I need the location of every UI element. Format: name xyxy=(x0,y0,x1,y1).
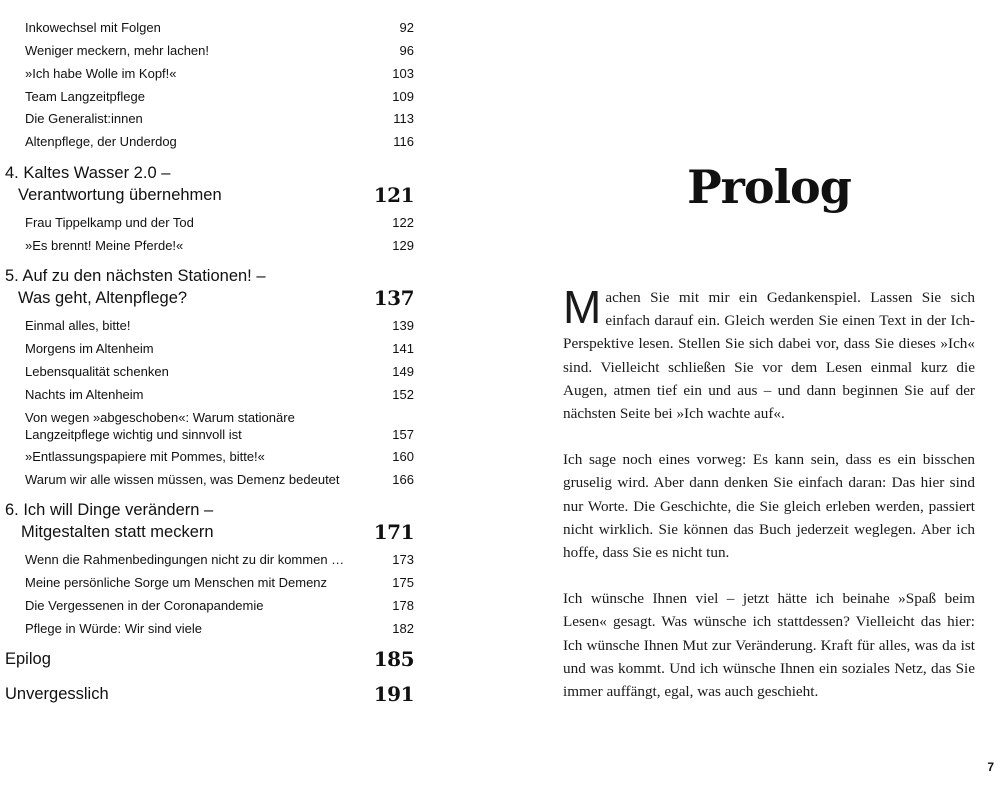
toc-entry-title: Warum wir alle wissen müssen, was Demenz bedeutet xyxy=(25,472,340,487)
toc-entry-page: 122 xyxy=(392,215,414,230)
toc-chapter-title-line2: Verantwortung übernehmen xyxy=(18,186,222,204)
toc-entry-title: Frau Tippelkamp und der Tod xyxy=(25,215,194,230)
toc-entry-page: 92 xyxy=(399,20,414,35)
toc-entry-page: 175 xyxy=(392,575,414,590)
toc-entry-title: »Entlassungspapiere mit Pommes, bitte!« xyxy=(25,449,265,464)
toc-entry-page: 113 xyxy=(393,111,414,126)
toc-entry-page: 149 xyxy=(392,364,414,379)
toc-entry-title: Meine persönliche Sorge um Menschen mit Demenz xyxy=(25,575,328,590)
toc-entry-title: Inkowechsel mit Folgen xyxy=(25,20,161,35)
toc-entry-title: Die Vergessenen in der Coronapandemie xyxy=(25,598,264,613)
toc-entry-page: 139 xyxy=(392,318,414,333)
toc-entry-title: Lebensqualität schenken xyxy=(25,364,169,379)
toc-chapter-page: 185 xyxy=(373,647,414,671)
page-title: Prolog xyxy=(687,160,851,214)
toc-chapter-title-line2: Mitgestalten statt meckern xyxy=(21,523,214,541)
toc-entry-page: 116 xyxy=(393,134,414,149)
toc-chapter-page: 121 xyxy=(373,183,414,207)
toc-entry-title: Wenn die Rahmenbedingungen nicht zu dir kommen … xyxy=(25,552,345,567)
toc-entry-title: Team Langzeitpflege xyxy=(25,89,145,104)
toc-chapter-title: Epilog xyxy=(5,650,51,668)
toc-entry-title: Weniger meckern, mehr lachen! xyxy=(25,43,210,58)
toc-chapter-page: 171 xyxy=(373,520,414,544)
toc-entry-page: 129 xyxy=(392,238,414,253)
toc-chapter-page: 137 xyxy=(373,286,414,310)
toc-entry-title: Morgens im Altenheim xyxy=(25,341,154,356)
toc-entry-page: 141 xyxy=(392,341,414,356)
toc-chapter-title: 6. Ich will Dinge verändern – xyxy=(5,501,214,519)
toc-entry-page: 178 xyxy=(392,598,414,613)
toc-entry-page: 166 xyxy=(392,472,414,487)
toc-entry-title: Die Generalist:innen xyxy=(25,111,143,126)
toc-entry-page: 157 xyxy=(392,427,414,442)
toc-chapter-title: Unvergesslich xyxy=(5,685,109,703)
toc-entry-title: »Es brennt! Meine Pferde!« xyxy=(25,238,184,253)
toc-entry-title-line2: Langzeitpflege wichtig und sinnvoll ist xyxy=(25,427,242,442)
toc-chapter-title-line2: Was geht, Altenpflege? xyxy=(18,289,188,307)
toc-chapter-title: 4. Kaltes Wasser 2.0 – xyxy=(5,164,171,182)
paragraph-text: achen Sie mit mir ein Gedankenspiel. Lassen Sie sich einfach darauf ein. Gleich werden Sie einen Text in der Ich-Perspektive lesen. Stellen Sie sich dabei vor, dass Sie dieses »Ich« sind. Vielleicht schließen Sie vor dem Lesen einmal kurz die Augen, atmen tief ein und aus – und dann beginnen Sie auf der nächsten Seite bei »Ich wachte auf«. xyxy=(563,289,975,423)
prolog-body xyxy=(563,281,975,726)
toc-entry-title: Altenpflege, der Underdog xyxy=(25,134,177,149)
toc-entry-page: 152 xyxy=(392,387,414,402)
drop-cap: M xyxy=(563,281,602,333)
toc-entry-page: 182 xyxy=(392,621,414,636)
toc-entry-title: »Ich habe Wolle im Kopf!« xyxy=(25,66,177,81)
toc-entry-page: 173 xyxy=(392,552,414,567)
toc-chapter-title: 5. Auf zu den nächsten Stationen! – xyxy=(5,267,266,285)
toc-entry-title: Einmal alles, bitte! xyxy=(25,318,131,333)
toc-entry-page: 103 xyxy=(392,66,414,81)
paragraph: Ich sage noch eines vorweg: Es kann sein, dass es ein bisschen gruselig wird. Aber dann denken Sie einfach daran: Das hier sind nur Worte. Die Geschichte, die Sie gleich erleben werden, passiert nicht wirklich. Sie können das Buch jederzeit weglegen. Aber ich hoffe, dass Sie es nicht tun. xyxy=(563,451,975,562)
toc-entry-page: 160 xyxy=(392,449,414,464)
toc-entry-title: Pflege in Würde: Wir sind viele xyxy=(25,621,203,636)
toc-chapter-page: 191 xyxy=(373,682,414,706)
toc-entry-page: 109 xyxy=(392,89,414,104)
page-number: 7 xyxy=(987,760,994,774)
paragraph: Ich wünsche Ihnen viel – jetzt hätte ich beinahe »Spaß beim Lesen« gesagt. Was wünsche ich stattdessen? Vielleicht das hier: Ich wünsche Ihnen Mut zur Veränderung. Kraft für alles, was da ist und was kommt. Und ich wünsche Ihnen ein soziales Netz, das Sie immer auffängt, egal, was auch geschieht. xyxy=(563,590,975,701)
toc-entry-title: Nachts im Altenheim xyxy=(25,387,144,402)
toc-entry-title: Von wegen »abgeschoben«: Warum stationäre xyxy=(25,410,295,425)
toc-entry-page: 96 xyxy=(399,43,414,58)
paragraph xyxy=(563,281,975,425)
